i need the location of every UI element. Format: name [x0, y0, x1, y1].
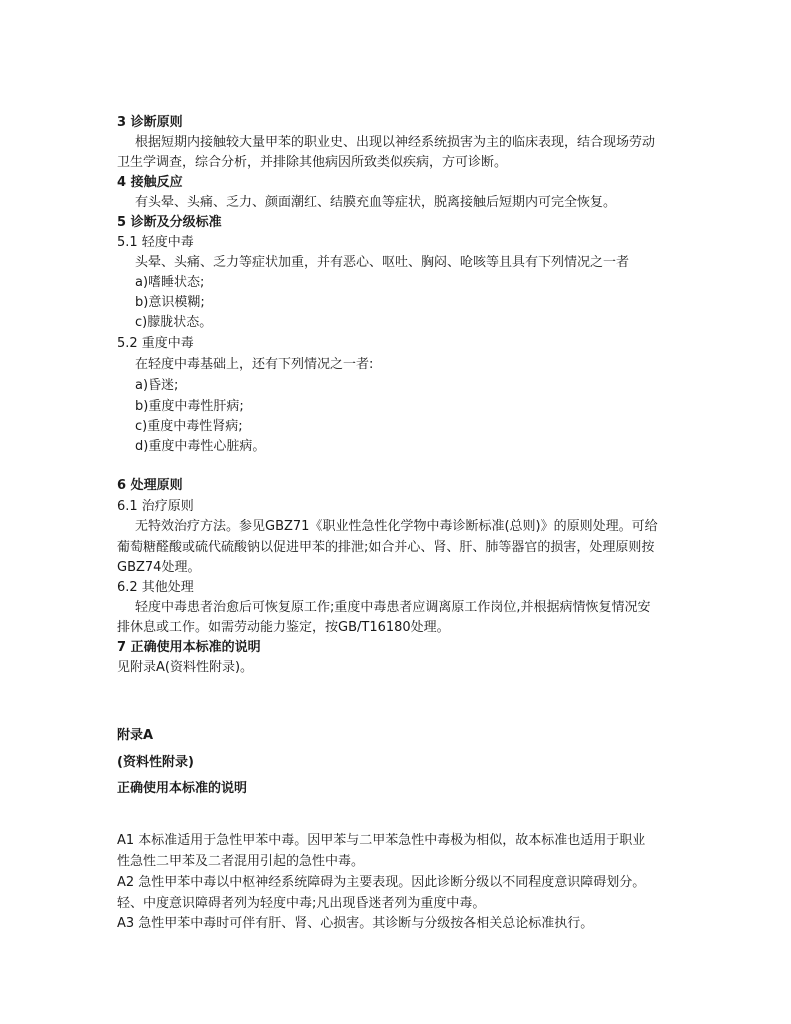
section-6-1-heading: 6.1 治疗原则 — [117, 499, 194, 514]
appendix-subtitle: (资料性附录) — [117, 755, 194, 770]
section-5-2-heading: 5.2 重度中毒 — [117, 336, 194, 351]
section-5-1-item-a: a)嗜睡状态; — [135, 275, 205, 290]
section-3-paragraph-line-2: 卫生学调查，综合分析，并排除其他病因所致类似疾病，方可诊断。 — [117, 155, 508, 170]
section-5-2-item-a: a)昏迷; — [135, 378, 179, 393]
section-5-2-item-c: c)重度中毒性肾病; — [135, 419, 243, 434]
appendix-heading: 正确使用本标准的说明 — [117, 781, 248, 796]
appendix-a1-line-2: 性急性二甲苯及二者混用引起的急性中毒。 — [117, 854, 365, 869]
section-4-paragraph: 有头晕、头痛、乏力、颜面潮红、结膜充血等症状，脱离接触后短期内可完全恢复。 — [135, 195, 617, 210]
section-5-1-intro: 头晕、头痛、乏力等症状加重，并有恶心、呕吐、胸闷、呛咳等且具有下列情况之一者 — [135, 255, 630, 270]
section-7-paragraph: 见附录A(资料性附录)。 — [117, 660, 254, 675]
section-6-1-line-2: 葡萄糖醛酸或硫代硫酸钠以促进甲苯的排泄;如合并心、肾、肝、肺等器官的损害，处理原则按 — [117, 540, 655, 555]
section-5-1-heading: 5.1 轻度中毒 — [117, 235, 194, 250]
section-5-2-item-b: b)重度中毒性肝病; — [135, 399, 244, 414]
section-3-heading: 3 诊断原则 — [117, 115, 183, 130]
section-6-1-line-3: GBZ74处理。 — [117, 560, 201, 575]
section-5-1-item-c: c)朦胧状态。 — [135, 315, 213, 330]
section-5-heading: 5 诊断及分级标准 — [117, 215, 222, 230]
appendix-a2-line-1: A2 急性甲苯中毒以中枢神经系统障碍为主要表现。因此诊断分级以不同程度意识障碍划分。 — [117, 875, 646, 890]
section-3-paragraph-line-1: 根据短期内接触较大量甲苯的职业史、出现以神经系统损害为主的临床表现，结合现场劳动 — [135, 135, 656, 150]
appendix-a1-line-1: A1 本标准适用于急性甲苯中毒。因甲苯与二甲苯急性中毒极为相似，故本标准也适用于职业 — [117, 833, 646, 848]
section-5-1-item-b: b)意识模糊; — [135, 295, 205, 310]
section-7-heading: 7 正确使用本标准的说明 — [117, 640, 261, 655]
section-6-2-heading: 6.2 其他处理 — [117, 580, 194, 595]
section-5-2-intro: 在轻度中毒基础上，还有下列情况之一者: — [135, 357, 374, 372]
section-6-1-line-1: 无特效治疗方法。参见GBZ71《职业性急性化学物中毒诊断标准(总则)》的原则处理。可给 — [135, 519, 658, 534]
section-4-heading: 4 接触反应 — [117, 175, 183, 190]
section-6-2-line-2: 排休息或工作。如需劳动能力鉴定，按GB/T16180处理。 — [117, 620, 450, 635]
section-5-2-item-d: d)重度中毒性心脏病。 — [135, 439, 266, 454]
appendix-title: 附录A — [117, 728, 154, 743]
section-6-heading: 6 处理原则 — [117, 478, 183, 493]
section-6-2-line-1: 轻度中毒患者治愈后可恢复原工作;重度中毒患者应调离原工作岗位,并根据病情恢复情况安 — [135, 600, 651, 615]
appendix-a2-line-2: 轻、中度意识障碍者列为轻度中毒;凡出现昏迷者列为重度中毒。 — [117, 896, 486, 911]
appendix-a3-line: A3 急性甲苯中毒时可伴有肝、肾、心损害。其诊断与分级按各相关总论标准执行。 — [117, 916, 594, 931]
